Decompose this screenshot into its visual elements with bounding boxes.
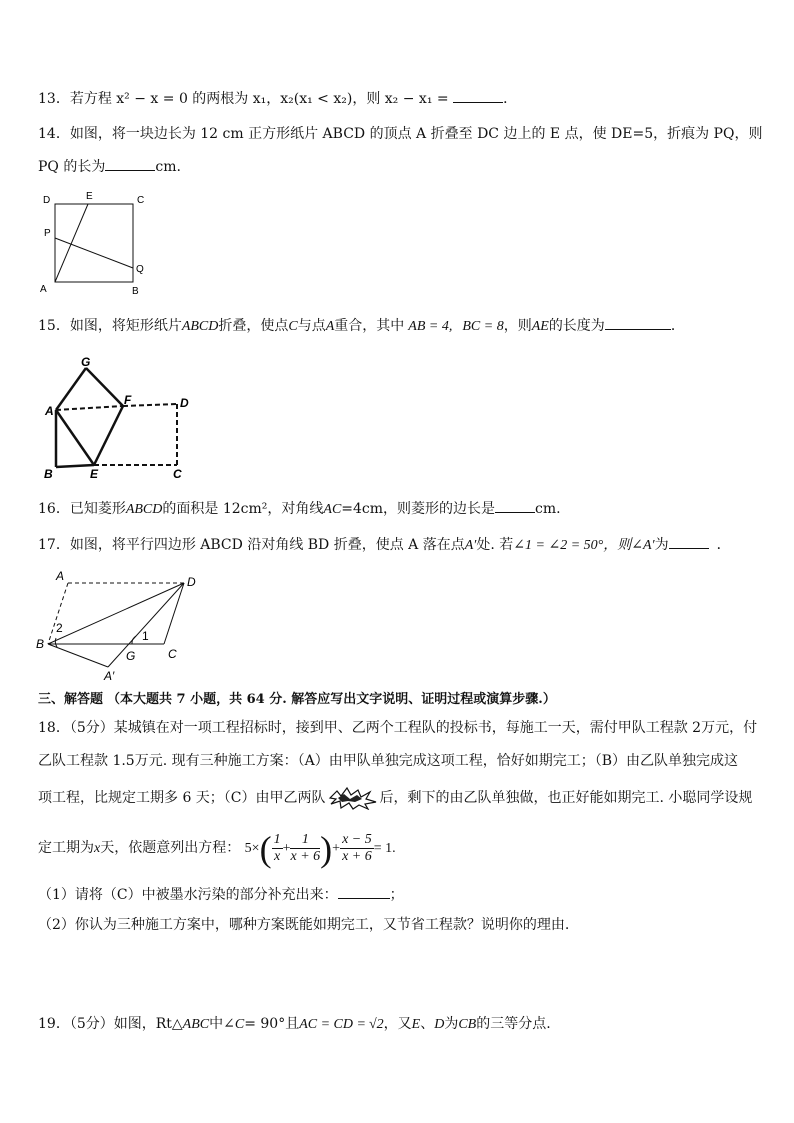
q18-text-1: （5分）某城镇在对一项工程招标时，接到甲、乙两个工程队的投标书，每施工一天，需付甲队工程款 2万元，付 [69, 720, 758, 736]
q15-text-1: 如图，将矩形纸片 [69, 318, 182, 334]
question-18-part-2 [38, 915, 569, 935]
question-17 [38, 534, 731, 556]
label-angle-1: 1 [142, 629, 149, 643]
eq-frac-1-num: 1 [273, 832, 281, 848]
segment-fe [94, 406, 123, 465]
eq-plus-1: + [282, 841, 291, 856]
q15-text-10: ，则 [503, 318, 532, 334]
q18-text-3a: 项工程，比规定工期多 6 天；（C）由甲乙两队 [38, 790, 326, 806]
eq-plus-2: + [332, 841, 341, 856]
q17-angles: ∠1 = ∠2 = 50°，则∠A′ [513, 538, 655, 553]
section-3-heading [38, 690, 556, 710]
label-c: C [137, 195, 145, 206]
q19-text-10: 、 [420, 1016, 435, 1032]
eq-frac-3 [340, 832, 374, 865]
label-p: P [44, 228, 51, 239]
question-18-part-1 [38, 884, 404, 905]
segment-ae [55, 204, 88, 282]
q15-ab: AB = 4, [408, 319, 453, 334]
label-angle-2: 2 [56, 621, 63, 635]
q15-text-5: 与点 [297, 318, 326, 334]
q17-text-5: 为 [654, 537, 669, 553]
q19-sqrt2: √2 [368, 1017, 384, 1032]
q19-text-12: 为 [444, 1016, 459, 1032]
q13-answer-blank[interactable] [453, 88, 503, 103]
q15-bc: BC = 8 [462, 319, 504, 334]
q19-text-8: ，又 [383, 1016, 412, 1032]
eq-frac-2 [290, 832, 320, 865]
label-a: A [56, 569, 65, 583]
question-18-line-4 [38, 828, 396, 869]
q19-abc: ABC [182, 1017, 210, 1032]
q16-text-5: =4cm，则菱形的边长是 [341, 501, 496, 517]
segment-be [56, 465, 94, 467]
q17-figure [32, 566, 212, 684]
q14-figure [30, 188, 160, 300]
q15-answer-blank[interactable] [605, 315, 671, 330]
label-e: E [86, 191, 93, 202]
q13-number: 13． [38, 91, 70, 107]
q15-ae: AE [531, 319, 549, 334]
section-3-note: （本大题共 7 小题，共 64 分. 解答应写出文字说明、证明过程或演算步骤.） [107, 692, 556, 707]
q18-x: x [94, 841, 101, 856]
q18-equation: 5×( $\frac{1}{x}$ + $\frac{1}{x + 6}$ )+ $\frac{x - 5}{x + 6}$ = 1. [244, 828, 396, 869]
q19-cb: CB [458, 1017, 477, 1032]
label-d: D [43, 195, 51, 206]
q18-part-1-blank[interactable] [338, 884, 390, 899]
label-a: A [45, 404, 54, 418]
q18-part-1-text: （1）请将（C）中被墨水污染的部分补充出来： [38, 887, 338, 903]
q18-text-2: 乙队工程款 1.5万元. 现有三种施工方案：（A）由甲队单独完成这项工程，恰好如期完工；（B）由乙队单独完成这 [38, 753, 739, 769]
q15-text-7: 重合，其中 [334, 318, 405, 334]
q17-number: 17． [38, 537, 70, 553]
q14-text-2b: cm. [155, 159, 181, 175]
q19-e: E [411, 1017, 421, 1032]
q17-text-3: 处. 若 [476, 537, 514, 553]
label-d: D [180, 396, 189, 410]
q19-d: D [434, 1017, 445, 1032]
section-3-title: 三、解答题 [38, 692, 104, 707]
q15-text-12: 的长度为 [548, 318, 605, 334]
label-a-prime: A′ [104, 669, 115, 683]
angle-2-arc [55, 638, 57, 647]
eq-frac-2-den: x + 6 [290, 849, 321, 865]
q19-ac-cd: AC = CD = [299, 1017, 366, 1032]
q13-period: ． [503, 91, 518, 107]
q14-answer-blank[interactable] [105, 156, 155, 171]
question-14-line-2 [38, 156, 181, 177]
q16-abcd: ABCD [125, 502, 163, 517]
q15-number: 15． [38, 318, 70, 334]
ink-blot-icon [328, 786, 378, 810]
question-16 [38, 498, 561, 520]
eq-frac-1 [272, 832, 283, 865]
segment-bd [48, 583, 184, 644]
segment-pq [55, 238, 133, 268]
question-18-line-1 [38, 718, 757, 738]
question-18-line-3 [38, 786, 752, 810]
eq-frac-2-num: 1 [290, 832, 320, 849]
q16-ac: AC [323, 502, 342, 517]
label-d: D [187, 575, 196, 589]
q14-text-2a: PQ 的长为 [38, 159, 106, 175]
q16-answer-blank[interactable] [495, 498, 535, 513]
eq-frac-1-den: x [273, 849, 281, 865]
q15-c: C [288, 319, 298, 334]
segment-ga [56, 368, 86, 410]
label-g: G [81, 355, 91, 369]
segment-ba-prime [48, 644, 108, 667]
q17-answer-blank[interactable] [669, 534, 709, 549]
question-15 [38, 315, 685, 337]
label-b: B [36, 637, 45, 651]
q18-text-4a: 定工期为 [38, 840, 94, 856]
q15-figure [40, 352, 200, 482]
q19-text-5: = 90°且 [244, 1016, 300, 1032]
label-q: Q [136, 264, 144, 275]
label-a: A [40, 284, 47, 295]
segment-ae [56, 410, 94, 465]
question-14-line-1 [38, 124, 762, 144]
q17-text-1: 如图，将平行四边形 ABCD 沿对角线 BD 折叠，使点 A 落在点 [69, 537, 465, 553]
label-g: G [126, 649, 136, 663]
label-c: C [173, 467, 182, 481]
eq-coefficient: 5× [244, 841, 260, 856]
q15-period: ． [670, 318, 685, 334]
q19-c: C [234, 1017, 245, 1032]
label-f: F [124, 393, 132, 407]
q16-number: 16． [38, 501, 70, 517]
q18-text-4b: 天，依题意列出方程： [100, 840, 241, 856]
label-b: B [132, 286, 139, 297]
segment-gf [86, 368, 123, 406]
q18-number: 18． [38, 720, 70, 736]
eq-frac-3-num: x − 5 [342, 832, 372, 848]
q19-text-3: 中∠ [209, 1016, 235, 1032]
label-e: E [90, 467, 99, 481]
q17-a-prime: A′ [464, 538, 477, 553]
label-c: C [168, 647, 177, 661]
q17-period: ． [716, 537, 731, 553]
q16-text-3: 的面积是 12cm²，对角线 [162, 501, 324, 517]
q14-text-1: 如图，将一块边长为 12 cm 正方形纸片 ABCD 的顶点 A 折叠至 DC 边上的 E 点，使 DE=5，折痕为 PQ，则 [69, 126, 763, 142]
q18-text-3b: 后，剩下的由乙队单独做，也正好能如期完工. 小聪同学设规 [379, 790, 753, 806]
question-13 [38, 88, 517, 109]
q19-text-14: 的三等分点. [476, 1016, 551, 1032]
eq-rhs: = 1. [373, 841, 396, 856]
eq-frac-3-den: x + 6 [342, 849, 372, 865]
q15-text-3: 折叠，使点 [218, 318, 289, 334]
q18-part-1-semicolon: ； [389, 887, 404, 903]
label-b: B [44, 467, 53, 481]
q16-text-1: 已知菱形 [69, 501, 126, 517]
q15-abcd: ABCD [181, 319, 219, 334]
q18-part-2-text: （2）你认为三种施工方案中，哪种方案既能如期完工，又节省工程款？说明你的理由. [38, 917, 570, 933]
question-18-line-2 [38, 751, 738, 771]
q14-number: 14． [38, 126, 70, 142]
q16-unit: cm. [535, 501, 561, 517]
question-19 [38, 1014, 551, 1035]
segment-af [56, 406, 123, 410]
q19-number: 19． [38, 1016, 70, 1032]
q13-text: 若方程 x² − x = 0 的两根为 x₁，x₂(x₁ < x₂)，则 x₂ − x₁ = [69, 91, 449, 107]
q19-text-1: （5分）如图，Rt△ [69, 1016, 183, 1032]
segment-dc [164, 583, 184, 644]
q15-a: A [325, 319, 335, 334]
